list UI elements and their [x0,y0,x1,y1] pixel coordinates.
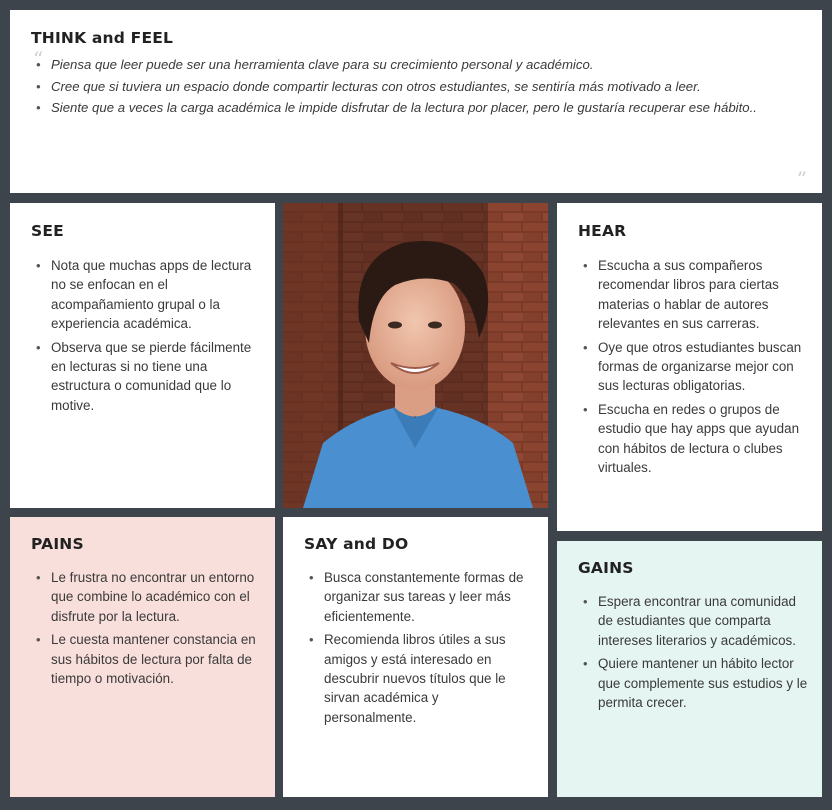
list-item: • Oye que otros estudiantes buscan formas de organizarse mejor con sus lecturas obligatorias. [578,338,808,396]
hear-card [557,203,822,531]
persona-portrait-image [283,203,548,508]
list-item: • Quiere mantener un hábito lector que complemente sus estudios y le permita crecer. [578,654,808,712]
think-and-feel-list [31,47,802,118]
list-item: • Observa que se pierde fácilmente en lecturas si no tiene una estructura o comunidad que lo motive. [31,338,259,416]
say-and-do-list [304,568,534,727]
open-quote-icon: “ [33,47,44,71]
list-item: • Recomienda libros útiles a sus amigos y está interesado en descubrir nuevos títulos que le sirvan académica y personalmente. [304,630,534,727]
gains-title: GAINS [578,559,634,577]
hear-title: HEAR [578,222,627,240]
list-item: • Busca constantemente formas de organizar sus tareas y leer más eficientemente. [304,568,534,626]
see-card [10,203,275,508]
say-and-do-card [283,517,548,797]
list-item: • Le frustra no encontrar un entorno que combine lo académico con el disfrute por la lectura. [31,568,261,626]
gains-card [557,541,822,797]
persona-photo [283,203,548,508]
list-item: • Nota que muchas apps de lectura no se enfocan en el acompañamiento grupal o la experiencia académica. [31,256,259,334]
list-item: • Escucha en redes o grupos de estudio que hay apps que ayudan con hábitos de lectura o clubes virtuales. [578,400,808,478]
see-list [31,256,259,415]
pains-card [10,517,275,797]
hear-list [578,256,808,477]
think-and-feel-card [10,10,822,193]
gains-list [578,592,808,712]
pains-list [31,568,261,688]
think-and-feel-title: THINK and FEEL [31,29,174,47]
see-title: SEE [31,222,64,240]
say-and-do-title: SAY and DO [304,535,409,553]
list-item: • Le cuesta mantener constancia en sus hábitos de lectura por falta de tiempo o motivación. [31,630,261,688]
list-item: • Siente que a veces la carga académica le impide disfrutar de la lectura por placer, pero le gustaría recuperar ese hábito.. [31,98,802,118]
list-item: • Espera encontrar una comunidad de estudiantes que comparta intereses literarios y académicos. [578,592,808,650]
pains-title: PAINS [31,535,84,553]
list-item: • Escucha a sus compañeros recomendar libros para ciertas materias o hablar de autores relevantes en sus carreras. [578,256,808,334]
list-item: • Piensa que leer puede ser una herramienta clave para su crecimiento personal y académico. [31,55,802,75]
close-quote-icon: ” [796,167,807,191]
list-item: • Cree que si tuviera un espacio donde compartir lecturas con otros estudiantes, se sentiría más motivado a leer. [31,77,802,97]
